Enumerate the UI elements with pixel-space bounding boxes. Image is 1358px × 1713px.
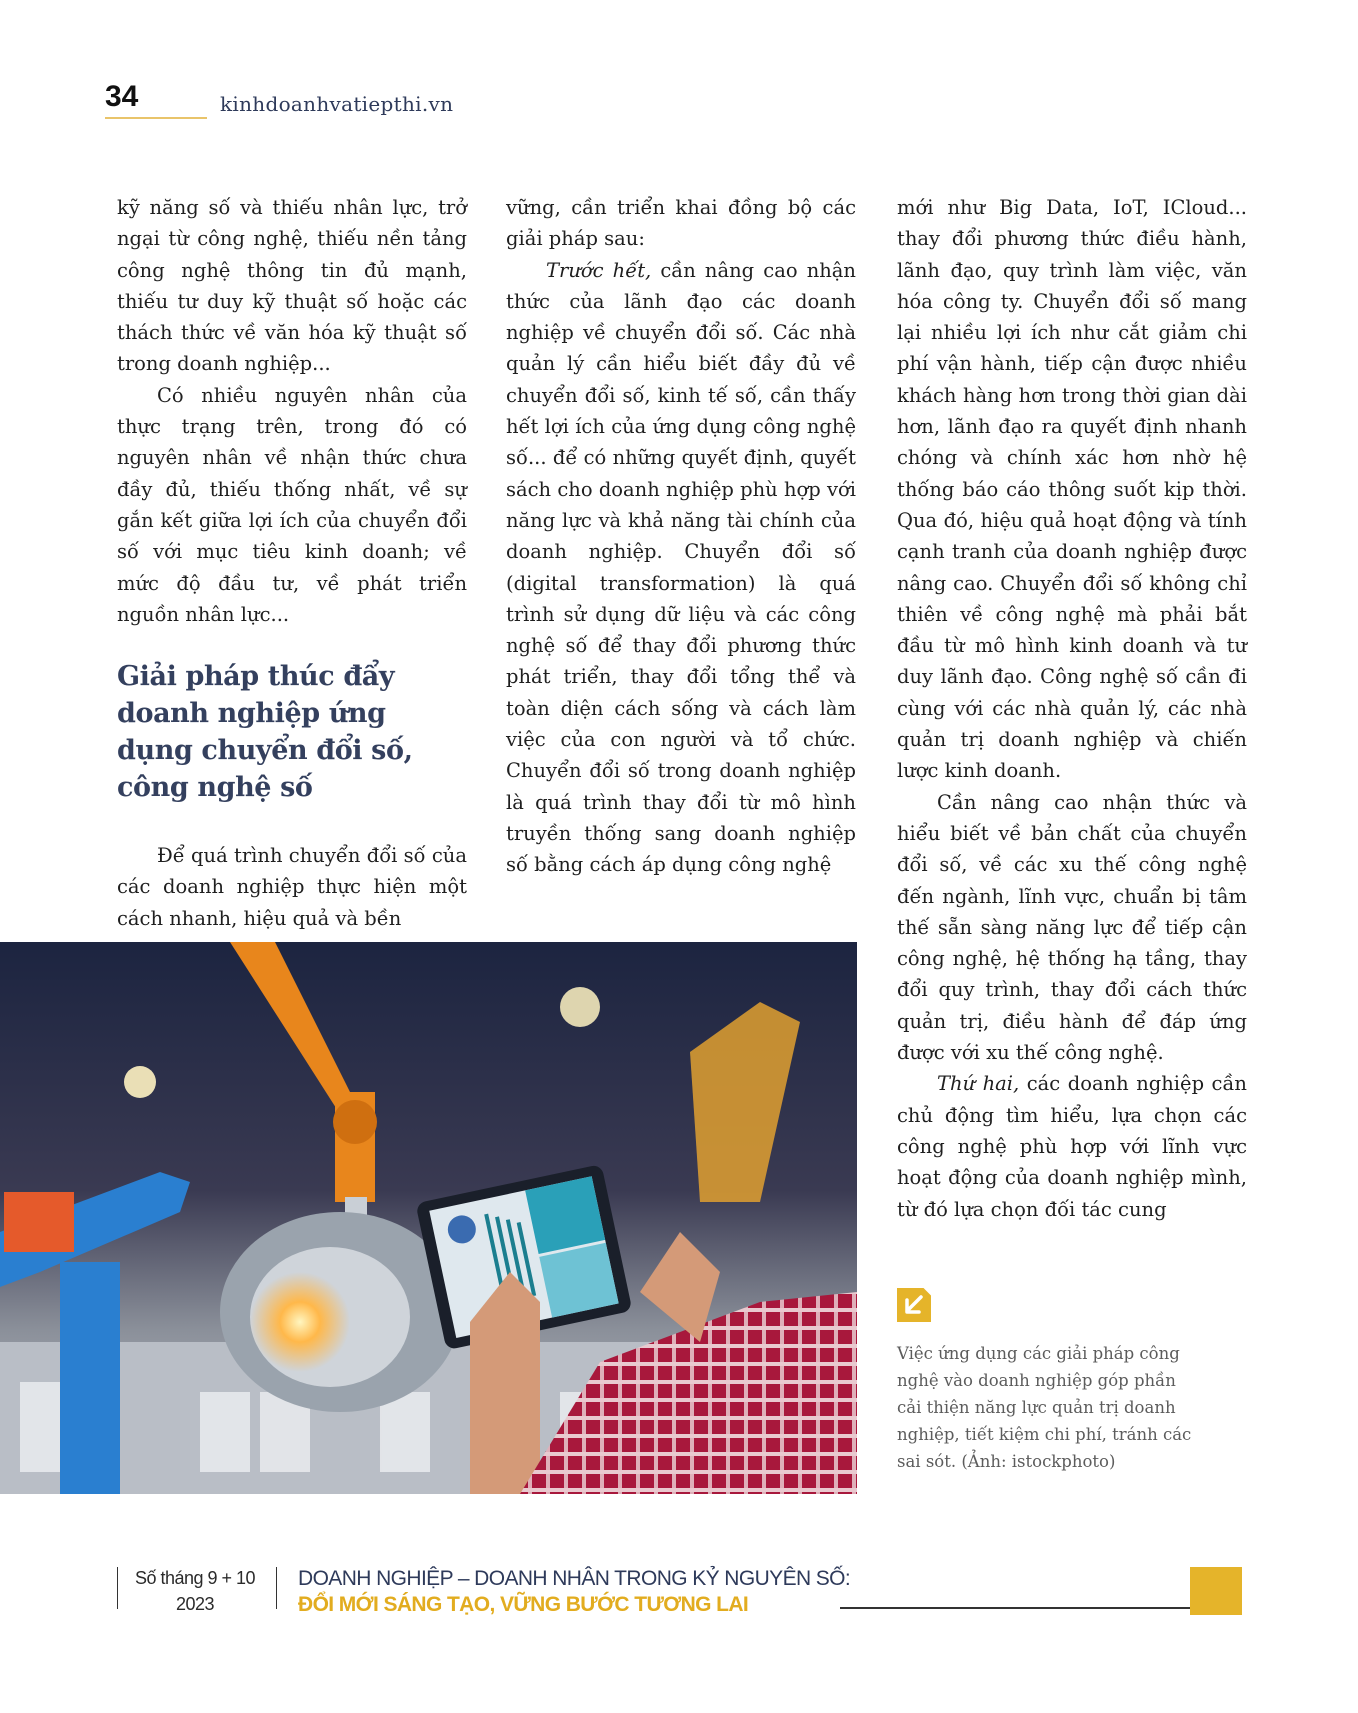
arrow-down-left-icon xyxy=(897,1288,931,1322)
paragraph: mới như Big Data, IoT, ICloud... thay đổi phương thức điều hành, lãnh đạo, quy trình làm việc, văn hóa công ty. Chuyển đổi số mang lại nhiều lợi ích như cắt giảm chi phí vận hành, tiếp cận được nhiều khách hàng hơn trong thời gian dài hơn, lãnh đạo ra quyết định nhanh chóng và chính xác hơn nhờ hệ thống báo cáo thông suốt kịp thời. Qua đó, hiệu quả hoạt động và tính cạnh tranh của doanh nghiệp được nâng cao. Chuyển đổi số không chỉ thiên về công nghệ mà phải bắt đầu từ mô hình kinh doanh và tư duy lãnh đạo. Công nghệ số cần đi cùng với các nhà quản lý, các nhà quản trị doanh nghiệp và chiến lược kinh doanh. xyxy=(897,196,1247,783)
footer-title-line-2: ĐỔI MỚI SÁNG TẠO, VỮNG BƯỚC TƯƠNG LAI xyxy=(298,1593,749,1616)
paragraph xyxy=(897,1068,1247,1224)
issue-line-2: 2023 xyxy=(175,1594,215,1614)
footer-title-line-1: DOANH NGHIỆP – DOANH NHÂN TRONG KỶ NGUYÊN SỐ: xyxy=(298,1567,851,1590)
paragraph xyxy=(506,255,856,881)
page-number: 34 xyxy=(105,80,139,113)
factory-robot-illustration xyxy=(0,942,857,1494)
issue-line-1: Số tháng 9 + 10 xyxy=(134,1568,256,1588)
header-rule xyxy=(105,117,207,119)
footer-divider xyxy=(117,1567,118,1609)
paragraph: Cần nâng cao nhận thức và hiểu biết về bản chất của chuyển đổi số, về các xu thế công nghệ đến ngành, lĩnh vực, chuẩn bị tâm thế sẵn sàng năng lực để tiếp cận công nghệ, hệ thống hạ tầng, thay đổi quy trình, thay đổi cách thức quản trị, điều hành để đáp ứng được với xu thế công nghệ. xyxy=(897,790,1247,1065)
site-name: kinhdoanhvatiepthi.vn xyxy=(220,92,454,116)
paragraph: Để quá trình chuyển đổi số của các doanh nghiệp thực hiện một cách nhanh, hiệu quả và bền xyxy=(117,844,467,930)
footer-accent-square xyxy=(1190,1567,1242,1615)
paragraph: vững, cần triển khai đồng bộ các giải pháp sau: xyxy=(506,196,856,251)
paragraph-text: cần nâng cao nhận thức của lãnh đạo các doanh nghiệp về chuyển đổi số. Các nhà quản lý cần hiểu biết đầy đủ về chuyển đổi số, kinh tế số, cần thấy hết lợi ích của ứng dụng công nghệ số... để có những quyết định, quyết sách cho doanh nghiệp phù hợp với năng lực và khả năng tài chính của doanh nghiệp. Chuyển đổi số (digital transformation) là quá trình sử dụng dữ liệu và các công nghệ số để thay đổi phương thức phát triển, thay đổi tổng thể và toàn diện cách sống và cách làm việc của con người và tổ chức. Chuyển đổi số trong doanh nghiệp là quá trình thay đổi từ mô hình truyền thống sang doanh nghiệp số bằng cách áp dụng công nghệ xyxy=(506,258,856,877)
paragraph: kỹ năng số và thiếu nhân lực, trở ngại từ công nghệ, thiếu nền tảng công nghệ thông tin đủ mạnh, thiếu tư duy kỹ thuật số hoặc các thách thức về văn hóa kỹ thuật số trong doanh nghiệp... xyxy=(117,196,467,376)
article-photo xyxy=(0,942,857,1494)
article-column-3 xyxy=(897,192,1247,1225)
section-heading: Giải pháp thúc đẩy doanh nghiệp ứng dụng chuyển đổi số, công nghệ số xyxy=(117,661,413,804)
article-column-2 xyxy=(506,192,856,881)
paragraph: Có nhiều nguyên nhân của thực trạng trên, trong đó có nguyên nhân về nhận thức chưa đầy đủ, thiếu thống nhất, về sự gắn kết giữa lợi ích của chuyển đổi số với mục tiêu kinh doanh; về mức độ đầu tư, về phát triển nguồn nhân lực... xyxy=(117,383,467,626)
page-footer xyxy=(0,1555,1358,1625)
paragraph-text: các doanh nghiệp cần chủ động tìm hiểu, lựa chọn các công nghệ phù hợp với lĩnh vực hoạt động của doanh nghiệp mình, từ đó lựa chọn đối tác cung xyxy=(897,1072,1247,1221)
issue-info xyxy=(120,1565,270,1617)
photo-caption: Việc ứng dụng các giải pháp công nghệ vào doanh nghiệp góp phần cải thiện năng lực quản trị doanh nghiệp, tiết kiệm chi phí, tránh các sai sót. (Ảnh: istockphoto) xyxy=(897,1344,1192,1471)
lead-in: Trước hết, xyxy=(546,258,652,282)
article-column-1 xyxy=(117,192,467,934)
footer-rule xyxy=(840,1607,1216,1609)
page-header xyxy=(105,80,545,130)
footer-divider xyxy=(276,1567,277,1609)
lead-in: Thứ hai, xyxy=(937,1072,1020,1096)
